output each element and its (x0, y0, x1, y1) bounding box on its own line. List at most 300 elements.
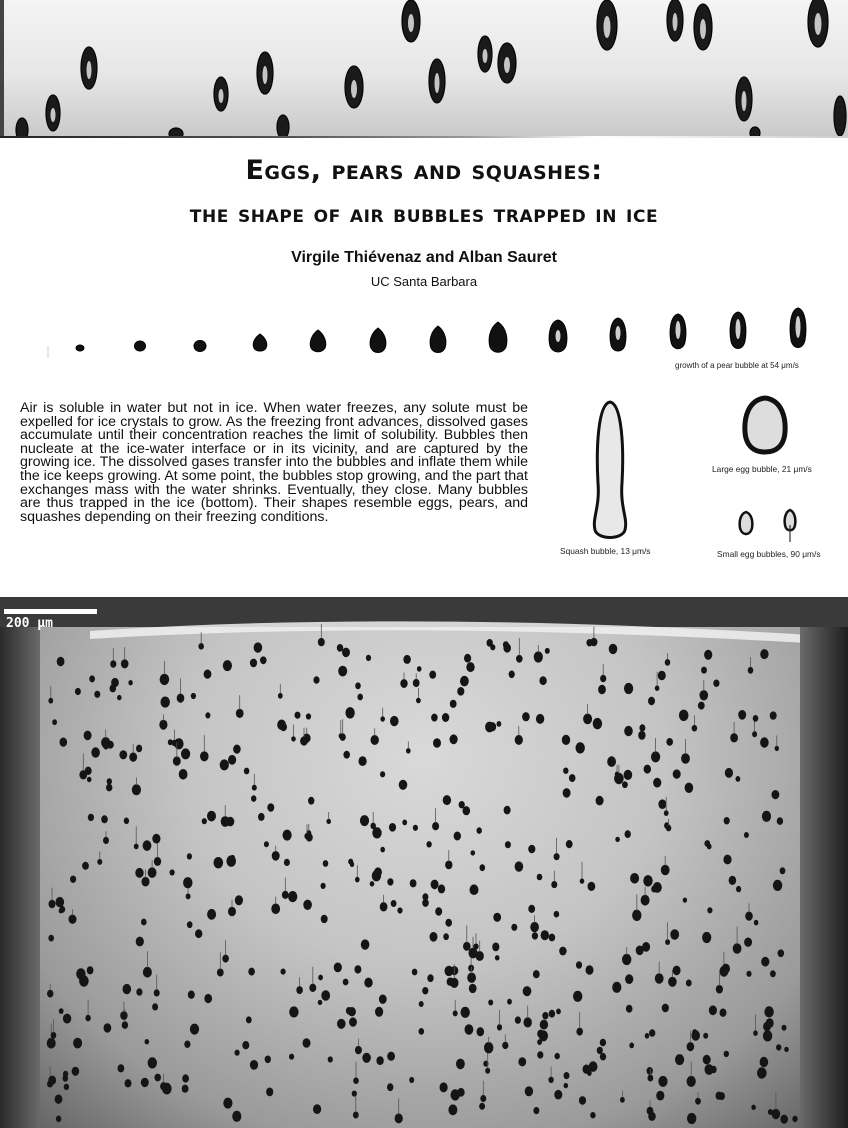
trapped-bubble (782, 1025, 787, 1031)
trapped-bubble (91, 747, 100, 757)
trapped-bubble (184, 1041, 190, 1048)
trapped-bubble (625, 974, 633, 984)
trapped-bubble (703, 1033, 708, 1039)
trapped-bubble (489, 722, 497, 731)
trapped-bubble (744, 938, 752, 947)
trapped-bubble (668, 977, 677, 987)
trapped-bubble (451, 1089, 460, 1100)
banner-bubble (277, 115, 289, 138)
trapped-bubble (125, 1079, 132, 1087)
trapped-bubble (221, 816, 230, 827)
trapped-bubble (675, 1054, 684, 1065)
trapped-bubble (751, 1105, 756, 1110)
trapped-bubble (564, 1072, 570, 1079)
trapped-bubble (242, 1041, 249, 1049)
trapped-bubble (509, 671, 515, 679)
trapped-bubble (121, 659, 129, 668)
growth-bubble (76, 345, 84, 351)
trapped-bubble (72, 1067, 80, 1076)
trapped-bubble (343, 751, 350, 759)
trapped-bubble (283, 830, 292, 841)
trapped-bubble (487, 639, 493, 647)
trapped-bubble (555, 1053, 560, 1059)
trapped-bubble (107, 778, 112, 784)
trapped-bubble (304, 833, 309, 839)
trapped-bubble (289, 1006, 298, 1017)
trapped-bubble (159, 720, 167, 730)
trapped-bubble (597, 1047, 603, 1054)
trapped-bubble (271, 904, 280, 915)
trapped-bubble (647, 1067, 653, 1075)
body-paragraph: Air is soluble in water but not in ice. When water freezes, any solute must be expelled for ice crystals to grow. As the freezing front advances, dissolved gases accumulate until their concentration reaches the limit of solubility. Bubbles then nucleate at the ice-water interface or in its vicinity, and are captured by the growing ice. The dissolved gases transfer into the bubbles and inflate them while the ice keeps growing. At some point, the bubbles stop growing, and the part that exchanges mass with the water shrinks. Eventually, they close. Many bubbles are thus trapped in the ice (bottom). Their shapes resemble eggs, pears, and squashes depending on their freezing conditions. (20, 400, 528, 525)
trapped-bubble (117, 695, 122, 700)
trapped-bubble (340, 733, 346, 741)
banner-bubble (16, 118, 28, 138)
trapped-bubble (152, 1003, 158, 1010)
trapped-bubble (191, 693, 196, 699)
bubble-shape-figures (540, 388, 848, 588)
large-egg-bubble-image (745, 398, 785, 452)
trapped-bubble (204, 994, 212, 1003)
trapped-bubble (354, 965, 361, 973)
trapped-bubble (355, 682, 361, 689)
trapped-bubble (362, 1053, 371, 1063)
trapped-bubble (136, 937, 144, 947)
trapped-bubble (492, 943, 499, 952)
trapped-bubble (576, 742, 585, 753)
trapped-bubble (465, 1024, 474, 1035)
trapped-bubble (464, 654, 471, 663)
trapped-bubble (497, 721, 502, 727)
trapped-bubble (395, 1113, 403, 1123)
trapped-bubble (202, 818, 207, 824)
trapped-bubble (761, 957, 769, 967)
trapped-bubble (586, 965, 594, 975)
authors: Virgile Thiévenaz and Alban Sauret (291, 249, 557, 266)
trapped-bubble (111, 678, 119, 687)
trapped-bubble (477, 827, 482, 834)
growth-bubble (253, 334, 267, 351)
trapped-bubble (250, 1060, 258, 1070)
trapped-bubble (435, 907, 442, 915)
trapped-bubble (321, 915, 328, 923)
trapped-bubble (679, 710, 689, 721)
trapped-bubble (698, 702, 705, 710)
trapped-bubble (409, 1077, 414, 1083)
growth-caption: growth of a pear bubble at 54 μm/s (675, 361, 799, 370)
trapped-bubble (387, 878, 393, 885)
trapped-bubble (467, 973, 476, 983)
trapped-bubble (278, 693, 283, 699)
trapped-bubble (736, 886, 741, 892)
trapped-bubble (554, 911, 560, 918)
trapped-bubble (583, 1065, 591, 1074)
growth-bubble (194, 341, 206, 352)
trapped-bubble (162, 1083, 172, 1095)
trapped-bubble (511, 924, 517, 931)
trapped-bubble (200, 751, 209, 761)
trapped-bubble (643, 875, 652, 886)
trapped-bubble (580, 878, 585, 883)
trapped-bubble (562, 735, 570, 745)
trapped-bubble (716, 985, 723, 994)
small-egg-caption: Small egg bubbles, 90 μm/s (717, 549, 821, 559)
trapped-bubble (729, 876, 737, 885)
trapped-bubble (284, 859, 290, 866)
trapped-bubble (656, 1091, 664, 1101)
trapped-bubble (47, 990, 53, 998)
trapped-bubble (49, 900, 56, 908)
trapped-bubble (775, 746, 779, 751)
trapped-bubble (380, 847, 385, 853)
trapped-bubble (190, 1024, 199, 1035)
trapped-bubble (530, 922, 539, 932)
trapped-bubble (440, 1082, 448, 1092)
trapped-bubble (51, 1032, 57, 1039)
trapped-bubble (431, 714, 438, 722)
trapped-bubble (645, 1033, 650, 1039)
trapped-bubble (673, 769, 681, 778)
trapped-bubble (295, 712, 301, 719)
trapped-bubble (460, 676, 469, 687)
trapped-bubble (76, 968, 85, 979)
trapped-bubble (461, 1007, 470, 1018)
trapped-bubble (59, 906, 65, 913)
affiliation: UC Santa Barbara (370, 274, 478, 289)
trapped-bubble (55, 1095, 63, 1104)
trapped-bubble (429, 671, 436, 679)
trapped-bubble (720, 1009, 727, 1017)
trapped-bubble (466, 662, 474, 672)
trapped-bubble (69, 915, 77, 924)
trapped-bubble (220, 759, 229, 770)
trapped-bubble (502, 1042, 508, 1049)
trapped-bubble (612, 982, 621, 993)
growth-sequence-bubbles (0, 300, 848, 370)
trapped-bubble (545, 648, 550, 654)
trapped-bubble (549, 1010, 555, 1018)
trapped-bubble (235, 895, 243, 905)
trapped-bubble (766, 1018, 774, 1028)
trapped-bubble (459, 801, 465, 808)
trapped-bubble (204, 670, 212, 679)
trapped-bubble (387, 1083, 393, 1091)
trapped-bubble (718, 1092, 725, 1100)
trapped-bubble (473, 943, 478, 949)
growth-bubble (489, 322, 507, 352)
trapped-bubble (376, 1056, 383, 1065)
trapped-bubble (260, 656, 267, 664)
trapped-bubble (73, 1038, 82, 1049)
trapped-bubble (539, 676, 546, 685)
trapped-bubble (280, 723, 287, 731)
trapped-bubble (400, 679, 407, 688)
trapped-bubble (195, 929, 202, 938)
trapped-bubbles (0, 597, 848, 1128)
trapped-bubble (596, 796, 604, 806)
title-line-2: the shape of air bubbles trapped in ice (189, 200, 659, 228)
trapped-bubble (632, 910, 641, 921)
large-egg-caption: Large egg bubble, 21 μm/s (712, 464, 812, 474)
trapped-bubble (337, 1019, 346, 1029)
trapped-bubble (82, 862, 89, 870)
trapped-bubble (359, 756, 367, 766)
trapped-bubble (380, 771, 385, 777)
trapped-bubble (753, 715, 759, 722)
trapped-bubble (600, 1053, 606, 1061)
trapped-bubble (686, 980, 692, 987)
trapped-bubble (541, 930, 549, 940)
trapped-bubble (235, 1050, 240, 1056)
trapped-bubble (118, 1064, 125, 1072)
trapped-bubble (326, 819, 331, 824)
trapped-bubble (306, 713, 311, 719)
trapped-bubble (722, 964, 730, 974)
trapped-bubble (207, 909, 216, 920)
trapped-bubble (658, 1076, 667, 1087)
trapped-bubble (318, 975, 323, 981)
trapped-bubble (778, 949, 785, 957)
trapped-bubble (666, 825, 671, 832)
trapped-bubble (733, 943, 742, 954)
trapped-bubble (515, 1016, 521, 1023)
trapped-bubble (230, 855, 235, 861)
trapped-bubble (536, 714, 544, 724)
trapped-bubble (431, 880, 439, 890)
trapped-bubble (593, 718, 602, 729)
trapped-bubble (426, 841, 431, 847)
trapped-bubble (600, 675, 606, 682)
trapped-bubble (476, 951, 484, 961)
trapped-bubble (665, 939, 670, 945)
trapped-bubble (64, 1084, 69, 1090)
trapped-bubble (103, 743, 109, 750)
trapped-bubble (770, 970, 776, 977)
trapped-bubble (214, 857, 224, 868)
trapped-bubble (784, 1047, 789, 1052)
trapped-bubble (303, 1038, 311, 1048)
trapped-bubble (160, 674, 170, 685)
trapped-bubble (148, 867, 157, 878)
trapped-bubble (352, 1091, 357, 1097)
trapped-bubble (48, 935, 54, 942)
trapped-bubble (89, 675, 95, 682)
growth-bubble (310, 330, 325, 352)
trapped-bubble (60, 738, 68, 747)
trapped-bubble (493, 913, 501, 922)
trapped-bubble (463, 942, 471, 951)
trapped-bubble (480, 1095, 486, 1102)
trapped-bubble (334, 963, 342, 973)
trapped-bubble (653, 882, 662, 893)
trapped-bubble (75, 688, 81, 695)
trapped-bubble (145, 1039, 150, 1044)
trapped-bubble (432, 822, 439, 830)
trapped-bubble (730, 733, 738, 742)
trapped-bubble (353, 1112, 359, 1119)
trapped-bubble (457, 687, 464, 696)
trapped-bubble (551, 881, 557, 888)
trapped-bubble (776, 1044, 781, 1050)
trapped-bubble (281, 969, 286, 975)
trapped-bubble (135, 868, 143, 878)
trapped-bubble (389, 823, 396, 832)
trapped-bubble (308, 797, 314, 805)
trapped-bubble (600, 1039, 606, 1047)
trapped-bubble (403, 655, 411, 664)
trapped-bubble (480, 864, 486, 871)
trapped-bubble (141, 919, 147, 926)
trapped-bubble (615, 837, 620, 842)
trapped-bubble (556, 1009, 561, 1015)
trapped-bubble (723, 855, 731, 865)
trapped-bubble (648, 1075, 654, 1082)
banner-bottom-edge (0, 136, 848, 138)
trapped-bubble (644, 765, 651, 774)
trapped-bubble (223, 1098, 232, 1109)
trapped-bubble (641, 895, 650, 906)
trapped-bubble (564, 1083, 569, 1088)
trapped-bubble (296, 986, 303, 994)
trapped-bubble (590, 1112, 595, 1118)
trapped-bubble (63, 1075, 69, 1082)
trapped-bubble (59, 1008, 64, 1014)
trapped-bubble (470, 884, 479, 895)
trapped-bubble (614, 773, 624, 784)
trapped-bubble (402, 820, 407, 826)
trapped-bubble (777, 817, 783, 825)
trapped-bubble (106, 784, 112, 792)
trapped-bubble (318, 1000, 323, 1005)
trapped-bubble (88, 814, 94, 821)
trapped-bubble (709, 1005, 717, 1015)
growth-bubble (370, 328, 386, 353)
trapped-bubble (507, 999, 512, 1005)
trapped-bubble (624, 770, 633, 780)
trapped-bubble (586, 639, 592, 646)
trapped-bubble (272, 851, 280, 861)
trapped-bubble (119, 750, 127, 759)
trapped-bubble (649, 1029, 655, 1037)
trapped-bubble (177, 694, 185, 703)
trapped-bubble (323, 860, 329, 867)
trapped-bubble (454, 832, 461, 841)
trapped-bubble (222, 955, 229, 963)
trapped-bubble (760, 737, 769, 747)
trapped-bubble (228, 755, 236, 765)
trapped-bubble (456, 1059, 465, 1070)
trapped-bubble (700, 691, 705, 697)
trapped-bubble (780, 1115, 788, 1124)
trapped-bubble (780, 867, 786, 874)
trapped-bubble (445, 861, 452, 870)
trapped-bubble (624, 683, 633, 694)
trapped-bubble (56, 1116, 61, 1123)
trapped-bubble (746, 971, 751, 977)
trapped-bubble (639, 724, 645, 731)
trapped-bubble (497, 1024, 502, 1030)
trapped-bubble (665, 659, 671, 666)
trapped-bubble (443, 933, 449, 940)
trapped-bubble (685, 783, 694, 793)
trapped-bubble (744, 832, 749, 838)
trapped-bubble (683, 898, 687, 903)
trapped-bubble (188, 991, 195, 999)
trapped-bubble (248, 968, 255, 976)
trapped-bubble (533, 1107, 539, 1114)
trapped-bubble (374, 867, 382, 876)
trapped-bubble (56, 897, 65, 907)
trapped-bubble (289, 1054, 294, 1060)
scale-label: 200 μm (6, 616, 53, 631)
title-line-1: Eggs, pears and squashes: (245, 155, 603, 186)
trapped-bubble (136, 745, 142, 753)
trapped-bubble (217, 969, 224, 977)
trapped-bubble (636, 946, 644, 956)
trapped-bubble (528, 905, 535, 913)
trapped-bubble (576, 961, 582, 968)
trapped-bubble (380, 716, 385, 721)
trapped-bubble (343, 979, 349, 986)
trapped-bubble (687, 1076, 696, 1087)
trapped-bubble (120, 1011, 127, 1020)
trapped-bubble (588, 882, 596, 891)
trapped-bubble (419, 1001, 424, 1007)
trapped-bubble (251, 795, 256, 802)
trapped-bubble (704, 650, 712, 660)
trapped-bubble (620, 1097, 625, 1103)
trapped-bubble (183, 877, 192, 888)
trapped-bubble (438, 884, 445, 893)
trapped-bubble (673, 966, 681, 976)
trapped-bubble (495, 955, 500, 960)
trapped-bubble (422, 987, 428, 994)
trapped-bubble (576, 1028, 583, 1036)
trapped-bubble (724, 817, 730, 824)
trapped-bubble (427, 974, 433, 982)
trapped-bubble (87, 777, 92, 782)
trapped-bubble (179, 769, 188, 780)
trapped-bubble (503, 643, 511, 652)
trapped-bubble (626, 1005, 633, 1013)
squash-caption: Squash bubble, 13 μm/s (560, 546, 651, 556)
trapped-bubble (122, 1021, 128, 1029)
trapped-bubble (532, 932, 538, 939)
trapped-bubble (87, 966, 94, 974)
trapped-bubble (350, 862, 354, 867)
trapped-bubble (52, 719, 57, 725)
trapped-bubble (760, 649, 768, 659)
trapped-bubble (528, 845, 535, 854)
trapped-bubble (110, 660, 116, 667)
trapped-bubble (129, 752, 137, 761)
trapped-bubble (629, 1043, 634, 1049)
trapped-bubble (406, 748, 411, 754)
trapped-bubble (687, 1042, 695, 1051)
trapped-bubble (47, 1038, 56, 1049)
trapped-bubble (63, 1014, 71, 1024)
trapped-bubble (85, 767, 92, 775)
trapped-bubble (701, 667, 707, 674)
trapped-bubble (648, 697, 655, 705)
trapped-bubble (598, 685, 606, 694)
trapped-bubble (453, 1010, 458, 1016)
trapped-bubble (772, 1109, 781, 1119)
trapped-bubble (447, 978, 454, 986)
trapped-bubble (433, 738, 441, 748)
trapped-bubble (142, 877, 150, 887)
trapped-bubble (695, 1098, 701, 1105)
